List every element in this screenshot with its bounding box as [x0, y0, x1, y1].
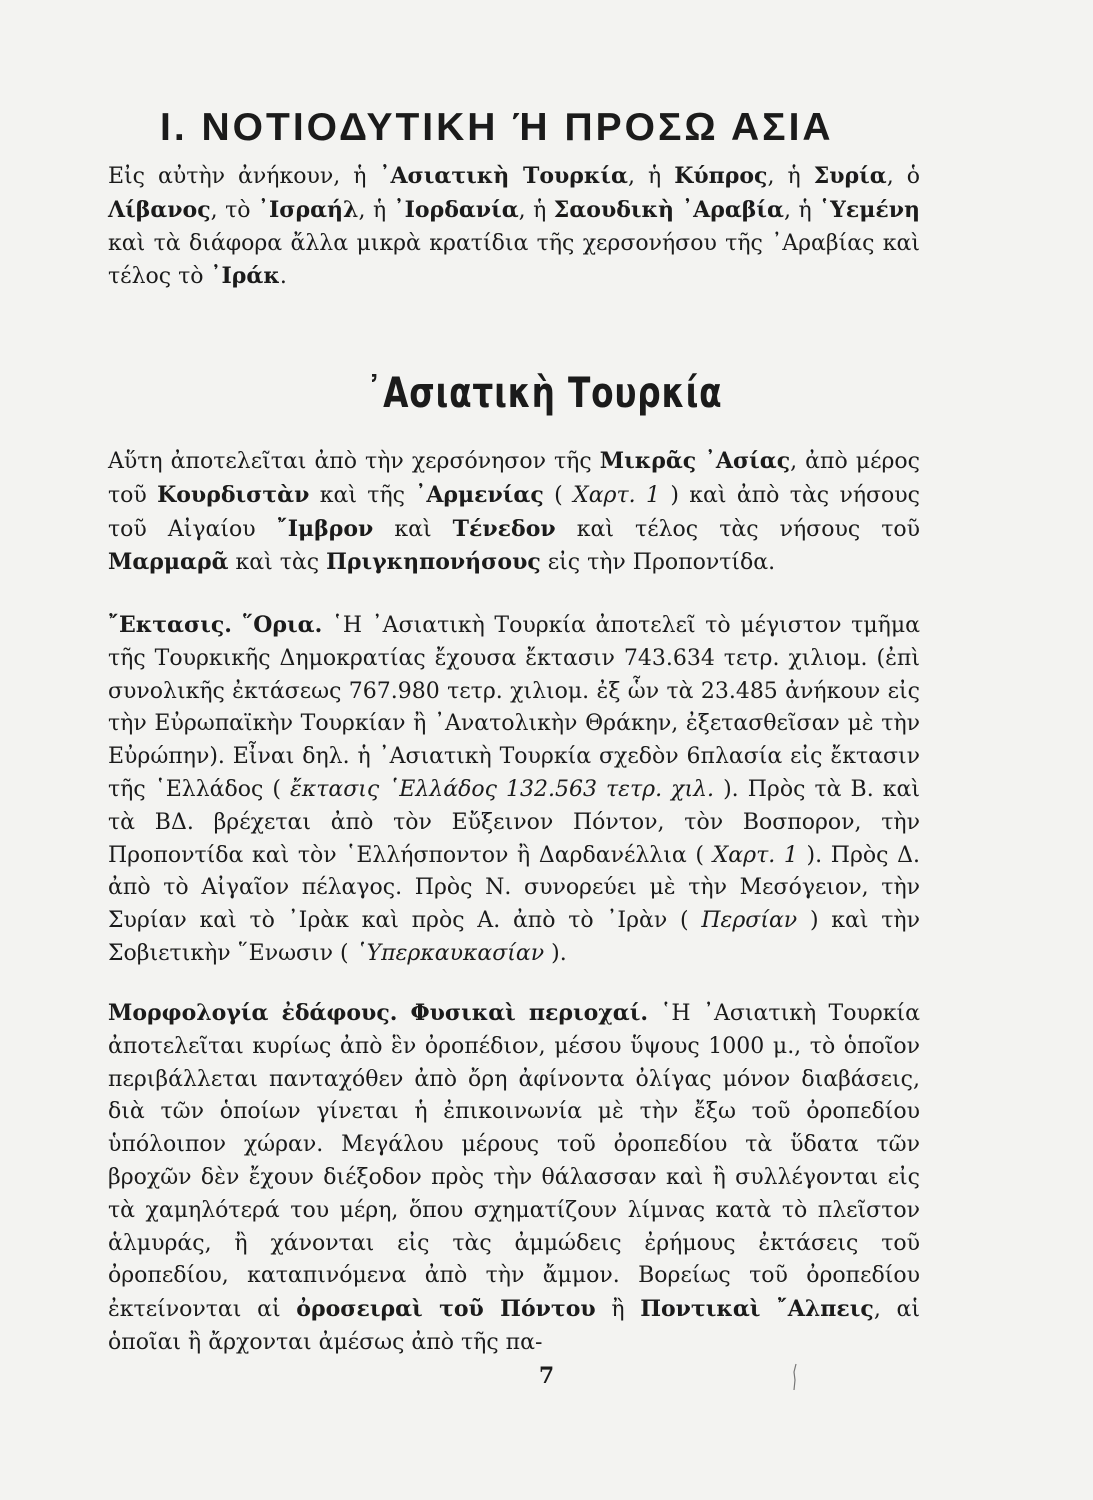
chapter-title: I. ΝΟΤΙΟΔΥΤΙΚΗ Ή ΠΡΟΣΩ ΑΣΙΑ: [160, 106, 834, 149]
bold-term: ῾Υεμένη: [819, 196, 920, 223]
text-run: καὶ τὰς: [228, 550, 327, 576]
text-run: ῾Η ᾿Ασιατικὴ Τουρκία ἀποτελεῖ τὸ μέγιστον τμῆμα τῆς Τουρκικῆς Δημοκρατίας ἔχουσα ἔκτασιν 743.634 τετρ. χιλιομ. (ἐπὶ συνολικῆς ἐκτάσεως 767.980 τετρ. χιλιομ. ἐξ ὧν τὰ 23.485 ἀνήκουν εἰς τὴν Εὐρωπαϊκὴν Τουρκίαν ἢ ᾿Ανατολικὴν Θράκην, ἐξετασθεῖσαν μὲ τὴν Εὐρώπην). Εἶναι δηλ. ἡ ᾿Ασιατικὴ Τουρκία σχεδὸν 6πλασία εἰς ἔκτασιν τῆς ῾Ελλάδος (: [108, 613, 920, 802]
bold-term: Πριγκηπονήσους: [326, 549, 541, 576]
bold-term: ᾿Ασιατικὴ Τουρκία: [379, 163, 628, 189]
text-run: καὶ τῆς: [309, 482, 416, 508]
text-run: ).: [544, 940, 567, 966]
text-run: ) καὶ ἀπὸ τὰς νήσους τοῦ Αἰγαίου: [108, 482, 920, 542]
italic-reference: Χαρτ. 1: [573, 482, 660, 508]
section-title: ᾿Ασιατικὴ Τουρκία: [365, 368, 723, 417]
intro-paragraph: [108, 160, 920, 294]
italic-reference: ῾Υπερκαυκασίαν: [355, 940, 545, 966]
text-run: καὶ τὰ διάφορα ἄλλα μικρὰ κρατίδια τῆς χερσονήσου τῆς ᾿Αραβίας καὶ τέλος τὸ: [108, 230, 920, 290]
text-run: καὶ τέλος τὰς νήσους τοῦ: [555, 516, 920, 542]
paragraph-extent: [108, 445, 920, 580]
text-run: , ἀπὸ μέρος τοῦ: [108, 449, 920, 508]
paragraph-area-borders: [108, 609, 920, 971]
text-run: ). Πρὸς Δ. ἀπὸ τὸ Αἰγαῖον πέλαγος. Πρὸς Ν. συνορεύει μὲ τὴν Μεσόγειον, τὴν Συρίαν καὶ τὸ ᾿Ιρὰκ καὶ πρὸς Α. ἀπὸ τὸ ᾿Ιρὰν (: [108, 842, 921, 934]
bold-term: ῎Ιμβρον: [276, 515, 374, 542]
text-run: Εἰς αὐτὴν ἀνήκουν, ἡ: [108, 164, 380, 189]
page-number: 7: [538, 1363, 555, 1389]
bold-term: Συρία: [813, 163, 887, 189]
bold-term: Μαρμαρᾶ: [108, 549, 229, 576]
text-run: ) καὶ τὴν Σοβιετικὴν ῞Ενωσιν (: [108, 908, 920, 966]
text-run: .: [279, 264, 287, 290]
bold-term: Κύπρος: [674, 163, 768, 189]
bold-term: ὀροσειραὶ τοῦ Πόντου: [296, 1296, 596, 1323]
text-run: Αὕτη ἀποτελεῖται ἀπὸ τὴν χερσόνησον τῆς: [108, 449, 600, 474]
text-run: , αἱ ὁποῖαι ἢ ἄρχονται ἀμέσως ἀπὸ τῆς πα-: [108, 1297, 920, 1355]
bold-term: Λίβανος: [108, 196, 211, 223]
text-run: ῾Η ᾿Ασιατικὴ Τουρκία ἀποτελεῖται κυρίως ἀπὸ ἓν ὀροπέδιον, μέσου ὕψους 1000 μ., τὸ ὁποῖον περιβάλλεται πανταχόθεν ἀπὸ ὄρη ἀφίνοντα ὀλίγας μόνον διαβάσεις, διὰ τῶν ὁποίων γίνεται ἡ ἐπικοινωνία μὲ τὴν ἔξω τοῦ ὀροπεδίου ὑπόλοιπον χώραν. Μεγάλου μέρους τοῦ ὀροπεδίου τὰ ὕδατα τῶν βροχῶν δὲν ἔχουν διέξοδον πρὸς τὴν θάλασσαν καὶ ἢ συλλέγονται εἰς τὰ χαμηλότερά του μέρη, ὅπου σχηματίζουν λίμνας κατὰ τὸ πλεῖστον ἁλμυράς, ἢ χάνονται εἰς τὰς ἀμμώδεις ἐρήμους ἐκτάσεις τοῦ ὀροπεδίου, καταπινόμενα ἀπὸ τὴν ἄμμον. Βορείως τοῦ ὀροπεδίου ἐκτείνονται αἱ: [108, 1001, 920, 1323]
text-run: (: [543, 482, 574, 508]
text-run: , τὸ: [210, 197, 258, 223]
text-run: εἰς τὴν Προποντίδα.: [540, 550, 776, 576]
bold-term: Σαουδικὴ ᾿Αραβία: [553, 196, 784, 223]
text-run: ). Πρὸς τὰ Β. καὶ τὰ ΒΔ. βρέχεται ἀπὸ τὸν Εὔξεινον Πόντον, τὸν Βοσπορον, τὴν Προποντίδα καὶ τὸν ῾Ελλήσποντον ἢ Δαρδανέλλια (: [108, 776, 920, 868]
bold-term: ῎Εκτασις. ῞Ορια.: [108, 612, 323, 638]
italic-reference: ἔκτασις ῾Ελλάδος 132.563 τετρ. χιλ.: [290, 776, 715, 802]
text-run: , ἡ: [627, 164, 675, 189]
italic-reference: Χαρτ. 1: [712, 842, 798, 868]
bold-term: ᾿Ιορδανία: [393, 196, 519, 223]
text-run: , ἡ: [767, 164, 814, 189]
italic-reference: Περσίαν: [701, 908, 798, 934]
text-run: καὶ: [373, 516, 453, 542]
text-run: , ἡ: [784, 197, 820, 223]
bold-term: Ποντικαὶ ῎Αλπεις: [640, 1296, 874, 1323]
text-run: , ὁ: [886, 164, 921, 189]
bold-term: ᾿Αρμενίας: [415, 481, 544, 508]
bold-term: Κουρδιστὰν: [157, 481, 310, 508]
bold-term: Μορφολογία ἐδάφους. Φυσικαὶ περιοχαί.: [108, 1000, 649, 1026]
paragraph-morphology: [108, 997, 920, 1360]
bold-term: Μικρᾶς ᾿Ασίας: [599, 448, 791, 474]
bold-term: Τένεδον: [452, 515, 556, 542]
pencil-mark: [790, 1362, 800, 1392]
text-run: , ἡ: [518, 197, 554, 223]
text-run: ἢ: [595, 1297, 641, 1323]
bold-term: ᾿Ισραήλ: [257, 196, 359, 223]
text-run: , ἡ: [358, 197, 394, 223]
bold-term: ᾿Ιράκ: [210, 263, 280, 290]
